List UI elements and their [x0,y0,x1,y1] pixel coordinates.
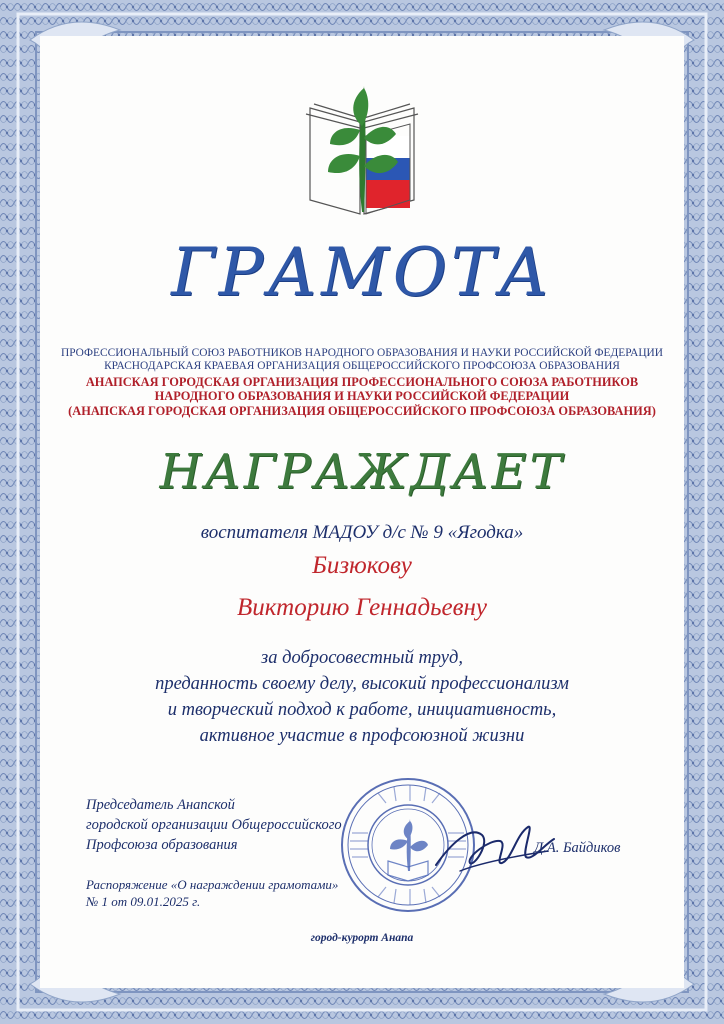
reason-line: и творческий подход к работе, инициативность, [167,700,557,720]
recipient-position: воспитателя МАДОУ д/с № 9 «Ягодка» [200,522,524,543]
org-line-city-1: АНАПСКАЯ ГОРОДСКАЯ ОРГАНИЗАЦИЯ ПРОФЕССИОНАЛЬНОГО СОЮЗА РАБОТНИКОВ [85,375,639,389]
org-line-regional: КРАСНОДАРСКАЯ КРАЕВАЯ ОРГАНИЗАЦИЯ ОБЩЕРОССИЙСКОГО ПРОФСОЮЗА ОБРАЗОВАНИЯ [104,360,620,372]
signatory-name: Д.А. Байдиков [534,840,621,856]
org-line-city-3: (АНАПСКАЯ ГОРОДСКАЯ ОРГАНИЗАЦИЯ ОБЩЕРОССИЙСКОГО ПРОФСОЮЗА ОБРАЗОВАНИЯ) [68,404,656,418]
org-line-city-2: НАРОДНОГО ОБРАЗОВАНИЯ И НАУКИ РОССИЙСКОЙ ФЕДЕРАЦИИ [154,389,570,403]
awards-heading: НАГРАЖДАЕТ [159,444,565,500]
reason-line: за добросовестный труд, [261,648,463,668]
order-reference: Распоряжение «О награждении грамотами» [86,877,339,892]
signatory-title-line: Профсоюза образования [86,837,238,853]
signatory-title-line: Председатель Анапской [86,797,235,813]
reason-line: активное участие в профсоюзной жизни [199,726,525,746]
recipient-given-names: Викторию Геннадьевну [237,594,487,621]
signatory-title-line: городской организации Общероссийского [86,817,342,833]
recipient-surname: Бизюкову [312,552,412,579]
certificate-title: ГРАМОТА [171,234,553,311]
order-number-date: № 1 от 09.01.2025 г. [86,894,201,909]
reason-line: преданность своему делу, высокий профессионализм [155,674,569,694]
trade-union-logo-icon [302,78,422,220]
org-line-federal: ПРОФЕССИОНАЛЬНЫЙ СОЮЗ РАБОТНИКОВ НАРОДНОГО ОБРАЗОВАНИЯ И НАУКИ РОССИЙСКОЙ ФЕДЕРАЦИИ [60,347,663,359]
city-footer: город-курорт Анапа [310,932,414,944]
